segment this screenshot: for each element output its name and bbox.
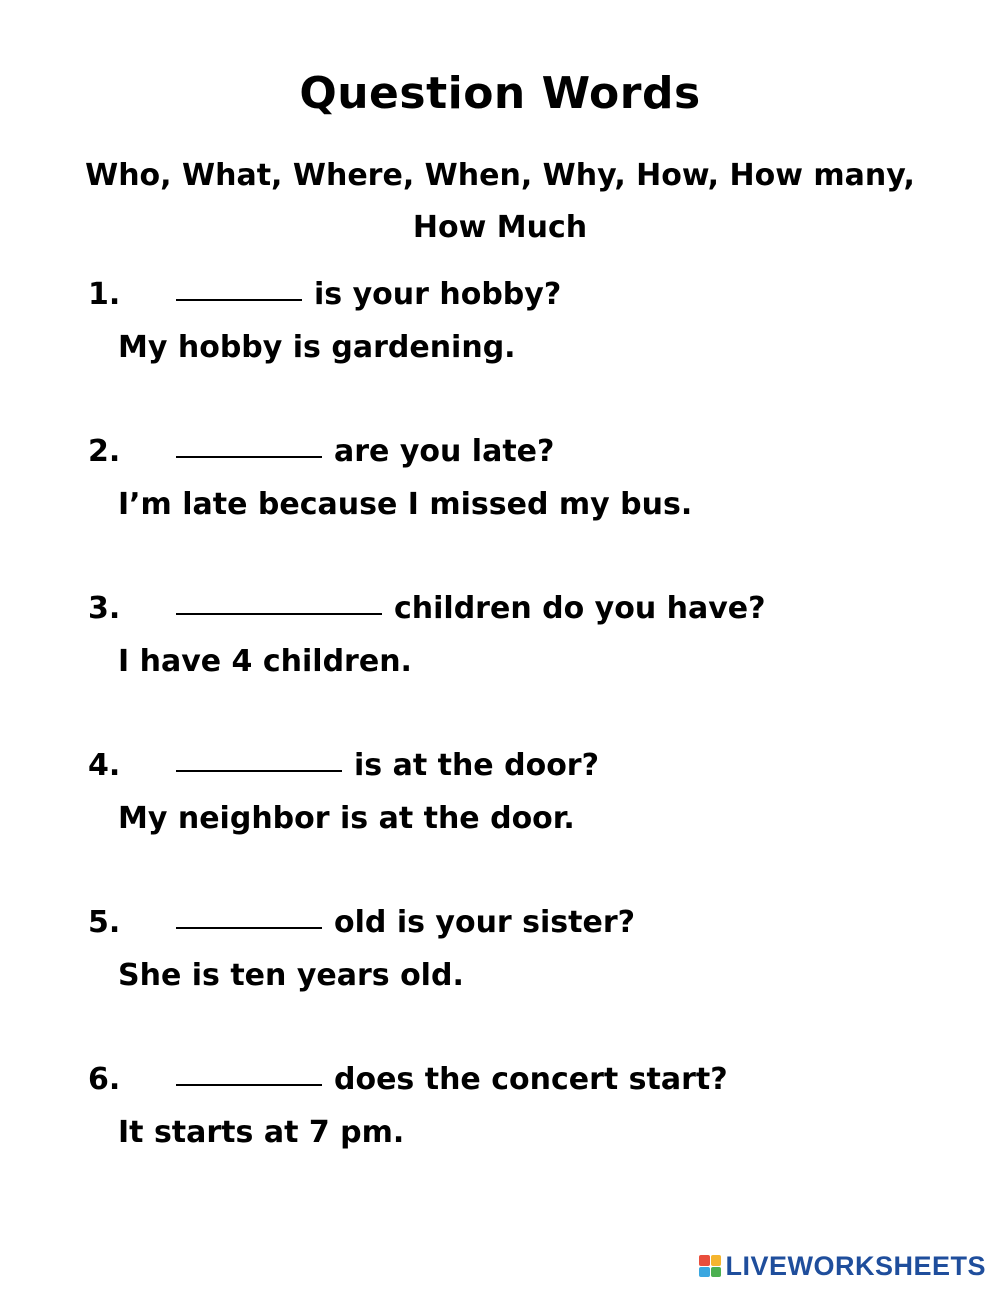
word-bank-line-2: How Much — [412, 210, 588, 245]
question-item — [88, 898, 968, 1001]
logo-square-green — [711, 1267, 722, 1278]
question-text: old is your sister? — [334, 905, 636, 940]
logo-square-blue — [699, 1267, 710, 1278]
question-line — [88, 741, 968, 791]
question-text-wrap — [176, 584, 766, 634]
answer-text: I have 4 children. — [118, 644, 412, 679]
answer-text: She is ten years old. — [118, 958, 464, 993]
question-line — [88, 270, 968, 320]
question-text: is your hobby? — [314, 277, 562, 312]
answer-blank[interactable] — [176, 269, 302, 301]
liveworksheets-logo — [699, 1250, 986, 1282]
logo-square-red — [699, 1255, 710, 1266]
question-number: 6. — [88, 1062, 121, 1097]
question-line — [88, 898, 968, 948]
logo-mark-icon — [699, 1255, 721, 1277]
answer-text: My hobby is gardening. — [118, 330, 516, 365]
question-line — [88, 1055, 968, 1105]
question-item — [88, 270, 968, 373]
question-item — [88, 741, 968, 844]
question-line — [88, 427, 968, 477]
question-text: is at the door? — [354, 748, 599, 783]
answer-blank[interactable] — [176, 426, 322, 458]
question-text-wrap — [176, 427, 554, 477]
question-item — [88, 1055, 968, 1158]
question-line — [88, 584, 968, 634]
question-item — [88, 584, 968, 687]
answer-text: My neighbor is at the door. — [118, 801, 575, 836]
question-text-wrap — [176, 1055, 728, 1105]
question-text-wrap — [176, 741, 599, 791]
answer-blank[interactable] — [176, 583, 382, 615]
question-item — [88, 427, 968, 530]
question-number: 4. — [88, 748, 121, 783]
question-text-wrap — [176, 898, 635, 948]
answer-blank[interactable] — [176, 897, 322, 929]
question-number: 3. — [88, 591, 121, 626]
word-bank-line-1: Who, What, Where, When, Why, How, How many, — [85, 158, 915, 193]
logo-text: LIVEWORKSHEETS — [725, 1250, 986, 1281]
answer-blank[interactable] — [176, 1054, 322, 1086]
page-title: Question Words — [299, 68, 701, 119]
answer-text: I’m late because I missed my bus. — [118, 487, 693, 522]
question-text-wrap — [176, 270, 561, 320]
answer-blank[interactable] — [176, 740, 342, 772]
question-number: 2. — [88, 434, 121, 469]
question-text: are you late? — [334, 434, 555, 469]
question-text: does the concert start? — [334, 1062, 728, 1097]
question-number: 1. — [88, 277, 121, 312]
word-bank — [70, 150, 930, 254]
question-text: children do you have? — [394, 591, 766, 626]
logo-square-yellow — [711, 1255, 722, 1266]
answer-text: It starts at 7 pm. — [118, 1115, 405, 1150]
question-number: 5. — [88, 905, 121, 940]
